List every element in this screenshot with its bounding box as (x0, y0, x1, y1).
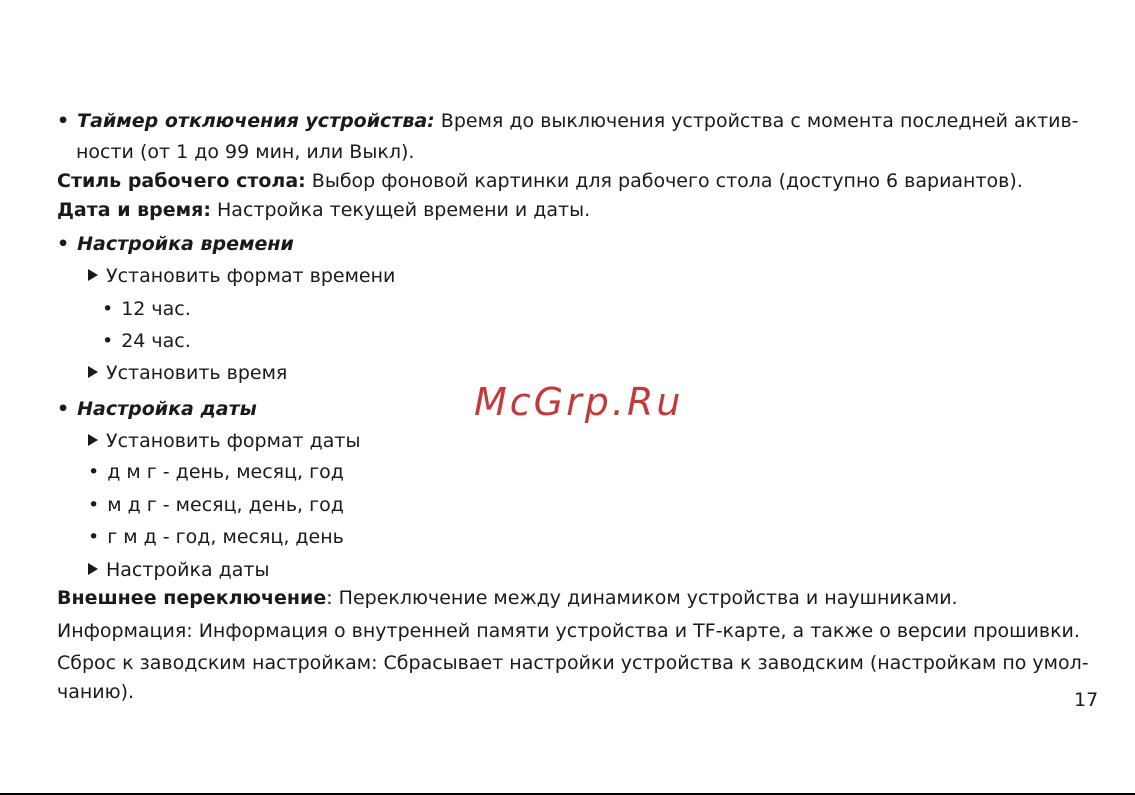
bullet: • (88, 494, 100, 516)
triangle-right-icon (88, 269, 98, 281)
info-desc: Информация: Информация о внутренней памяти устройства и TF-карте, а также о версии прошивки. (57, 620, 1080, 642)
desktop-style-line (57, 172, 1023, 191)
bullet: • (102, 298, 114, 320)
timer-setting-desc-2: ности (от 1 до 99 мин, или Выкл). (76, 141, 415, 163)
date-settings-heading (57, 400, 257, 419)
triangle-right-icon (88, 434, 98, 446)
triangle-right-icon (88, 563, 98, 575)
watermark: McGrp.Ru (474, 380, 684, 424)
date-time-desc: Настройка текущей времени и даты. (210, 199, 591, 221)
set-date-format-label: Установить формат даты (106, 430, 361, 452)
bullet: • (57, 398, 70, 420)
time-settings-title: Настройка времени (77, 233, 294, 255)
format-ymd-item (88, 528, 344, 547)
format-12h-item (102, 300, 191, 319)
bullet: • (57, 233, 70, 255)
format-mdy-item (88, 496, 344, 515)
output-switch-title: Внешнее переключение (57, 587, 327, 609)
date-time-title: Дата и время: (57, 199, 211, 221)
page-number: 17 (1074, 689, 1099, 711)
set-date-item (88, 561, 270, 580)
timer-setting-desc: Время до выключения устройства с момента последней актив- (434, 110, 1079, 132)
set-date-label: Настройка даты (106, 559, 270, 581)
desktop-style-title: Стиль рабочего стола: (57, 170, 306, 192)
desktop-style-desc: Выбор фоновой картинки для рабочего стола (доступно 6 вариантов). (305, 170, 1023, 192)
date-time-line (57, 201, 590, 220)
factory-reset-desc-2: чанию). (57, 681, 135, 703)
set-time-label: Установить время (106, 362, 288, 384)
set-time-format-label: Установить формат времени (106, 265, 396, 287)
factory-reset-line (57, 654, 1089, 673)
format-mdy-label: м д г - месяц, день, год (107, 494, 344, 516)
output-switch-desc: : Переключение между динамиком устройства и наушниками. (326, 587, 958, 609)
bullet: • (88, 526, 100, 548)
format-dmy-item (88, 463, 344, 482)
bullet: • (88, 461, 100, 483)
set-date-format-item (88, 432, 361, 451)
format-12h-label: 12 час. (121, 298, 191, 320)
date-settings-title: Настройка даты (77, 398, 257, 420)
factory-reset-line-cont (57, 683, 134, 702)
info-line (57, 622, 1080, 641)
time-settings-heading (57, 235, 294, 254)
factory-reset-desc: Сброс к заводским настройкам: Сбрасывает настройки устройства к заводским (настройкам по умол- (57, 652, 1089, 674)
timer-setting-title: Таймер отключения устройства: (77, 110, 435, 132)
output-switch-line (57, 589, 958, 608)
format-ymd-label: г м д - год, месяц, день (107, 526, 344, 548)
set-time-format-item (88, 267, 395, 286)
bullet: • (102, 330, 114, 352)
triangle-right-icon (88, 366, 98, 378)
format-24h-label: 24 час. (121, 330, 191, 352)
timer-setting-line (57, 112, 1079, 131)
timer-setting-desc-cont (76, 143, 414, 162)
format-24h-item (102, 332, 191, 351)
set-time-item (88, 364, 287, 383)
bullet: • (57, 110, 70, 132)
format-dmy-label: д м г - день, месяц, год (107, 461, 344, 483)
